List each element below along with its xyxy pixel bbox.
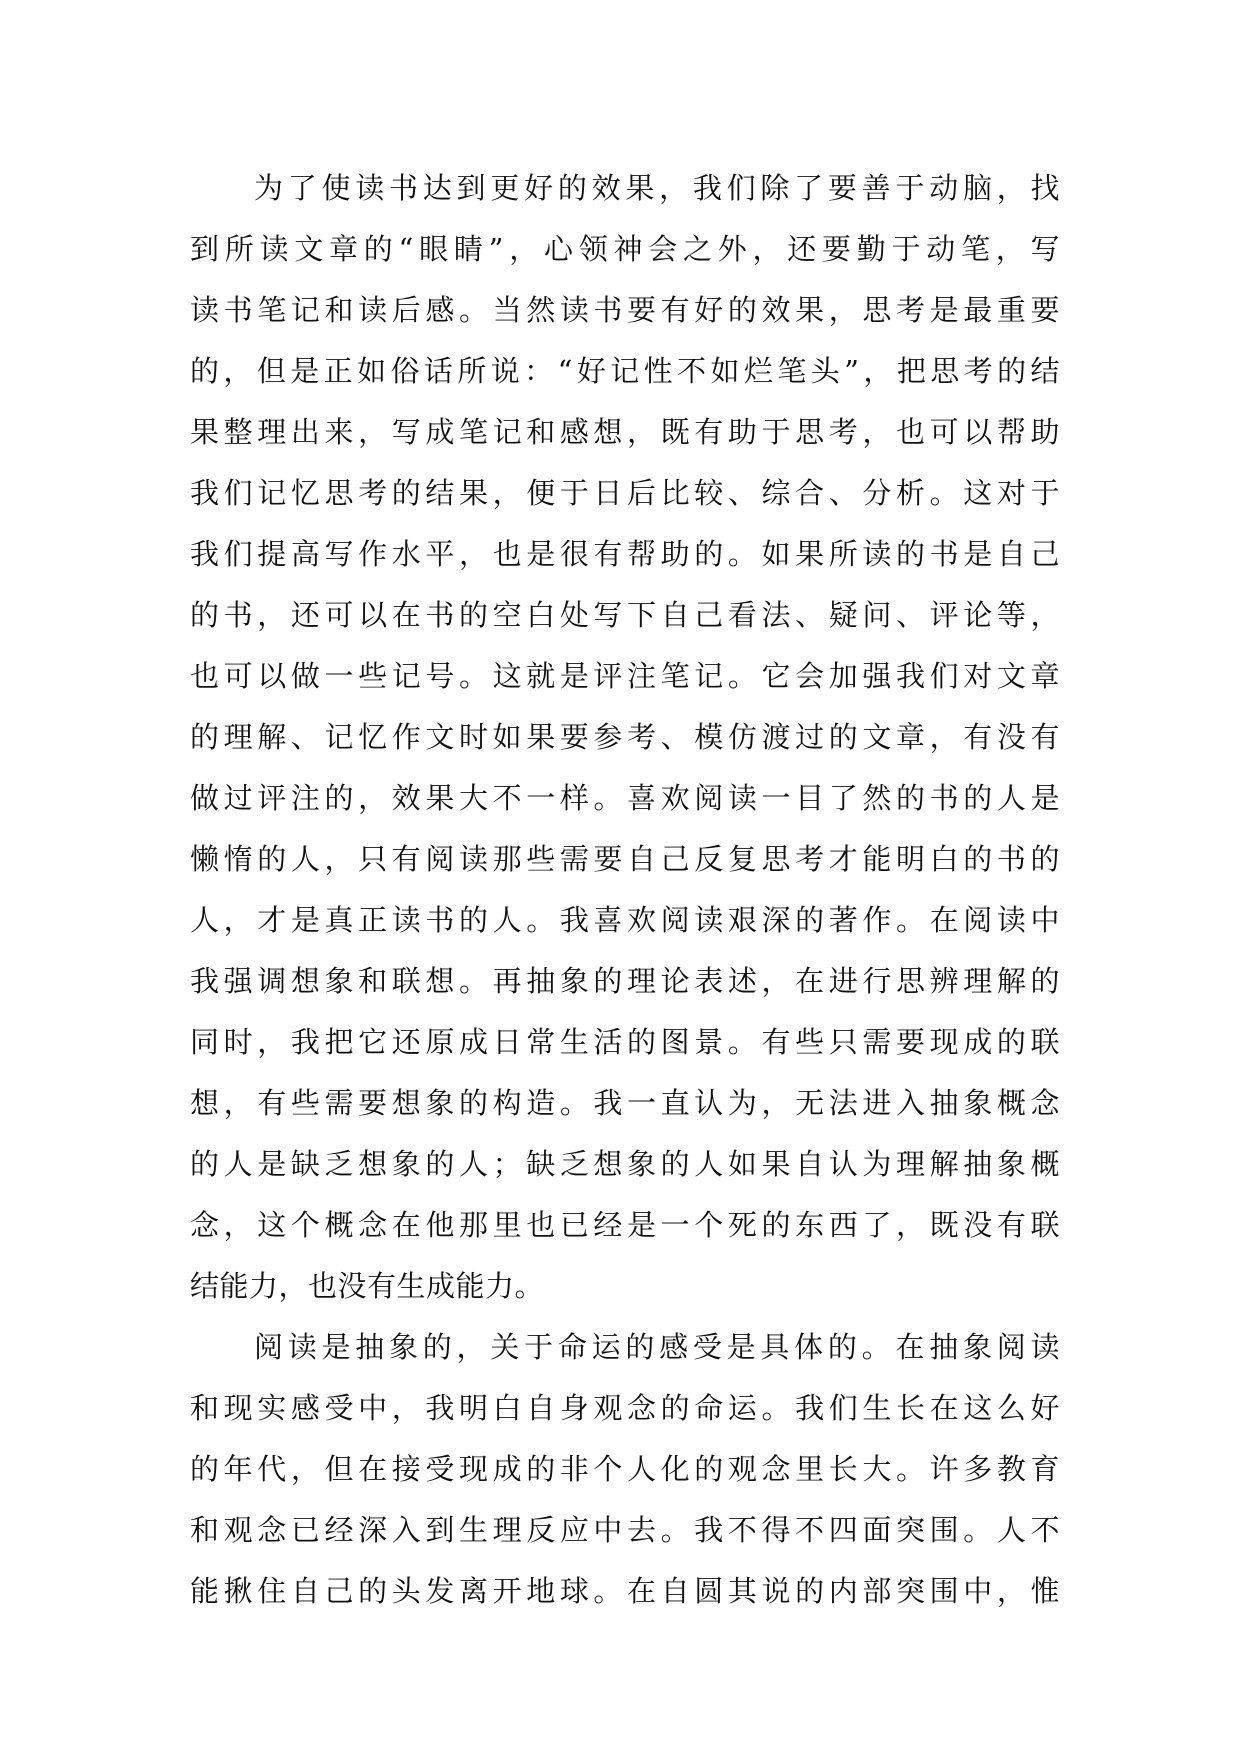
text-line: 也可以做一些记号。这就是评注笔记。它会加强我们对文章 (190, 659, 1060, 693)
text-line: 做过评注的，效果大不一样。喜欢阅读一目了然的书的人是 (190, 781, 1060, 815)
paragraph-2 (190, 1317, 1060, 1622)
text-line: 到所读文章的“眼睛”，心领神会之外，还要勤于动笔，写 (190, 232, 1060, 266)
text-line: 的人是缺乏想象的人；缺乏想象的人如果自认为理解抽象概 (190, 1147, 1060, 1181)
paragraph-1 (190, 158, 1060, 1317)
text-line: 同时，我把它还原成日常生活的图景。有些只需要现成的联 (190, 1025, 1060, 1059)
text-line: 想，有些需要想象的构造。我一直认为，无法进入抽象概念 (190, 1086, 1060, 1120)
text-line: 懒惰的人，只有阅读那些需要自己反复思考才能明白的书的 (190, 842, 1060, 876)
text-line: 阅读是抽象的，关于命运的感受是具体的。在抽象阅读 (254, 1330, 1060, 1364)
text-line: 果整理出来，写成笔记和感想，既有助于思考，也可以帮助 (190, 415, 1060, 449)
text-line: 和观念已经深入到生理反应中去。我不得不四面突围。人不 (190, 1513, 1060, 1547)
text-line: 的书，还可以在书的空白处写下自己看法、疑问、评论等， (190, 598, 1060, 632)
text-line: 我强调想象和联想。再抽象的理论表述，在进行思辨理解的 (190, 964, 1060, 998)
text-line: 的，但是正如俗话所说：“好记性不如烂笔头”，把思考的结 (190, 354, 1060, 388)
text-line: 我们记忆思考的结果，便于日后比较、综合、分析。这对于 (190, 476, 1060, 510)
text-line: 的理解、记忆作文时如果要参考、模仿渡过的文章，有没有 (190, 720, 1060, 754)
text-line: 结能力，也没有生成能力。 (190, 1269, 545, 1303)
text-line: 念，这个概念在他那里也已经是一个死的东西了，既没有联 (190, 1208, 1060, 1242)
text-line: 的年代，但在接受现成的非个人化的观念里长大。许多教育 (190, 1452, 1060, 1486)
text-line: 能揪住自己的头发离开地球。在自圆其说的内部突围中，惟 (190, 1574, 1060, 1608)
text-line: 人，才是真正读书的人。我喜欢阅读艰深的著作。在阅读中 (190, 903, 1060, 937)
text-line: 为了使读书达到更好的效果，我们除了要善于动脑，找 (254, 171, 1060, 205)
document-body (190, 158, 1060, 1622)
text-line: 我们提高写作水平，也是很有帮助的。如果所读的书是自己 (190, 537, 1060, 571)
text-line: 和现实感受中，我明白自身观念的命运。我们生长在这么好 (190, 1391, 1060, 1425)
text-line: 读书笔记和读后感。当然读书要有好的效果，思考是最重要 (190, 293, 1060, 327)
